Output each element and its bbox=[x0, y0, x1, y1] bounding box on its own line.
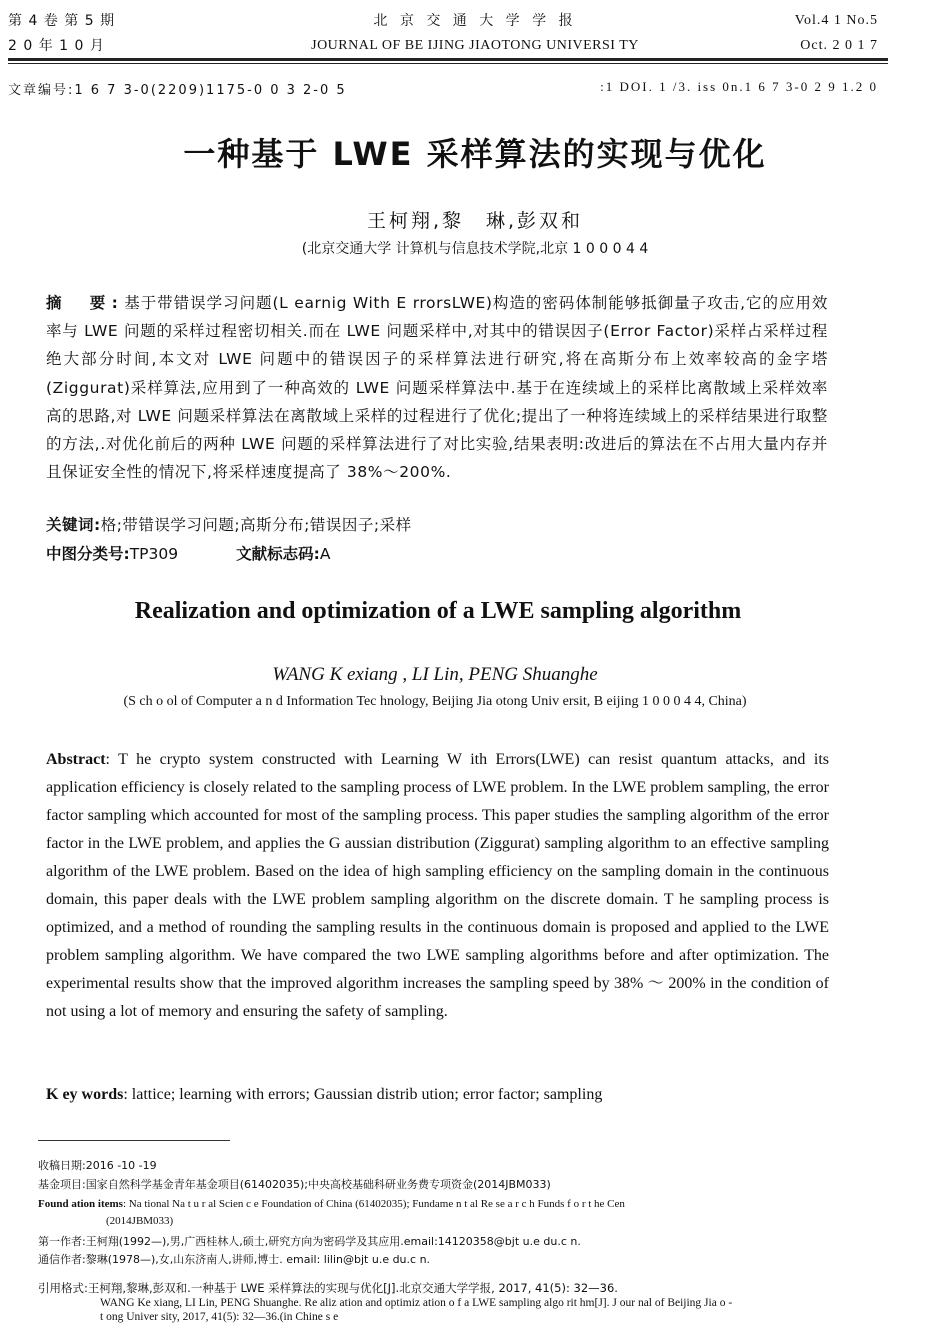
abstract-en bbox=[46, 746, 829, 1026]
authors-en: WANG K exiang , LI Lin, PENG Shuanghe bbox=[272, 664, 598, 685]
citation-en-line2: t ong Univer sity, 2017, 41(5): 32—36.(in Chine s e bbox=[100, 1311, 339, 1323]
affiliation-en: (S ch o ol of Computer a n d Information Tec hnology, Beijing Jia otong Univ ersit, B eijing 1 0 0 0 4 4, China) bbox=[123, 694, 747, 709]
article-number: 文章编号:1 6 7 3-0(2209)1175-0 0 3 2-0 5 bbox=[8, 83, 347, 98]
doi: :1 DOI. 1 /3. iss 0n.1 6 7 3-0 2 9 1.2 0 bbox=[600, 79, 878, 94]
abstract-en-text: : T he crypto system constructed with Learning W ith Errors(LWE) can resist quantum attacks, and its application efficiency is closely related to the sampling process of LWE problem. In the LWE problem sampling, the error factor sampling which accounted for most of the sampling process. This paper studies the sampling algorithm of the error factor in the LWE problem, and applies the G aussian distribution (Ziggurat) sampling algorithm to an effective sampling algorithm of the LWE problem. Based on the idea of high sampling efficiency on the sampling domain in the continuous domain, this paper deals with the LWE problem sampling algorithm on the discrete domain. T he sampling process is optimized, and a method of rounding the sampling results in the continuous domain is proposed and applied to the LWE problem sampling algorithm. We have compared the two LWE sampling algorithms before and after optimization. The experimental results show that the improved algorithm increases the sampling speed by 38% ～ 200% in the condition of not using a lot of memory and ensuring the safety of sampling. bbox=[46, 751, 829, 1020]
keywords-cn bbox=[46, 513, 412, 535]
paper-title-cn: 一种基于 LWE 采样算法的实现与优化 bbox=[183, 135, 767, 173]
abstract-cn-text: 基于带错误学习问题(L earnig With E rrorsLWE)构造的密码体制能够抵御量子攻击,它的应用效率与 LWE 问题的采样过程密切相关.而在 LWE 问题采样中,对其中的错误因子(Error Factor)采样占采样过程绝大部分时间,本文对 LWE 问题中的错误因子的采样算法进行研究,将在高斯分布上效率较高的金字塔(Ziggurat)采样算法,应用到了一种高效的 LWE 问题采样算法中.基于在连续域上的采样比离散域上采样效率高的思路,对 LWE 问题采样算法在离散域上采样的过程进行了优化;提出了一种将连续域上的采样结果进行取整的方法,.对优化前后的两种 LWE 问题的采样算法进行了对比实验,结果表明:改进后的算法在不占用大量内存并且保证安全性的情况下,将采样速度提高了 38%～200%. bbox=[46, 294, 829, 482]
header-date-en: Oct. 2 0 1 7 bbox=[800, 38, 878, 53]
footnote-fund-en-cont: (2014JBM033) bbox=[106, 1215, 174, 1227]
paper-title-en: Realization and optimization of a LWE sampling algorithm bbox=[134, 598, 742, 624]
citation-en-line1: WANG Ke xiang, LI Lin, PENG Shuanghe. Re aliz ation and optimiz ation o f a LWE sampling algo rit hm[J]. J our nal of Beijing Jia o - bbox=[100, 1297, 733, 1309]
abstract-cn-label: 摘 要: bbox=[46, 294, 124, 312]
keywords-en-label: K ey words bbox=[46, 1086, 124, 1103]
header-rule-top bbox=[8, 58, 888, 61]
footnote-rule bbox=[38, 1140, 230, 1141]
abstract-cn bbox=[46, 289, 828, 486]
clc-label: 中图分类号: bbox=[46, 545, 130, 563]
header-volume-cn: 第 4 卷 第 5 期 bbox=[8, 13, 116, 29]
header-date-cn: 2 0 年 1 0 月 bbox=[8, 38, 105, 54]
footnote-fund-en-text: : Na tional Na t u r al Scien c e Foundation of China (61402035); Fundame n t al Re se a r c h Funds f o r t he Cen bbox=[122, 1198, 625, 1210]
journal-title-cn: 北 京 交 通 大 学 学 报 bbox=[373, 13, 577, 29]
keywords-en bbox=[46, 1083, 602, 1107]
clc-value: TP309 bbox=[129, 545, 179, 563]
keywords-cn-text: 格;带错误学习问题;高斯分布;错误因子;采样 bbox=[100, 516, 412, 534]
header-volume-en: Vol.4 1 No.5 bbox=[794, 13, 878, 28]
footnote-fund-cn: 基金项目:国家自然科学基金青年基金项目(61402035);中央高校基础科研业务费专项资金(2014JBM033) bbox=[38, 1178, 551, 1191]
footnote-received: 收稿日期:2016 -10 -19 bbox=[38, 1159, 157, 1172]
keywords-en-text: : lattice; learning with errors; Gaussian distrib ution; error factor; sampling bbox=[123, 1086, 603, 1103]
keywords-cn-label: 关键词: bbox=[46, 516, 101, 534]
doc-code-value: A bbox=[319, 545, 331, 563]
affiliation-cn: (北京交通大学 计算机与信息技术学院,北京 1 0 0 0 4 4 bbox=[301, 241, 649, 257]
footnote-first-author: 第一作者:王柯翔(1992—),男,广西桂林人,硕士,研究方向为密码学及其应用.email:14120358@bjt u.e du.c n. bbox=[38, 1235, 581, 1248]
abstract-en-label: Abstract bbox=[46, 751, 106, 768]
citation-cn: 引用格式:王柯翔,黎琳,彭双和.一种基于 LWE 采样算法的实现与优化[J].北京交通大学学报, 2017, 41(5): 32—36. bbox=[38, 1281, 618, 1295]
header-rule-bottom bbox=[8, 63, 888, 64]
classification-cn bbox=[46, 542, 330, 564]
doc-code-label: 文献标志码: bbox=[236, 545, 320, 563]
journal-title-en: JOURNAL OF BE IJING JIAOTONG UNIVERSI TY bbox=[311, 38, 639, 53]
footnote-corresponding-author: 通信作者:黎琳(1978—),女,山东济南人,讲师,博士. email: lilin@bjt u.e du.c n. bbox=[38, 1253, 431, 1266]
footnote-fund-en-label: Found ation items bbox=[38, 1198, 123, 1210]
footnote-fund-en bbox=[38, 1196, 880, 1212]
authors-cn: 王柯翔,黎 琳,彭双和 bbox=[366, 210, 584, 232]
